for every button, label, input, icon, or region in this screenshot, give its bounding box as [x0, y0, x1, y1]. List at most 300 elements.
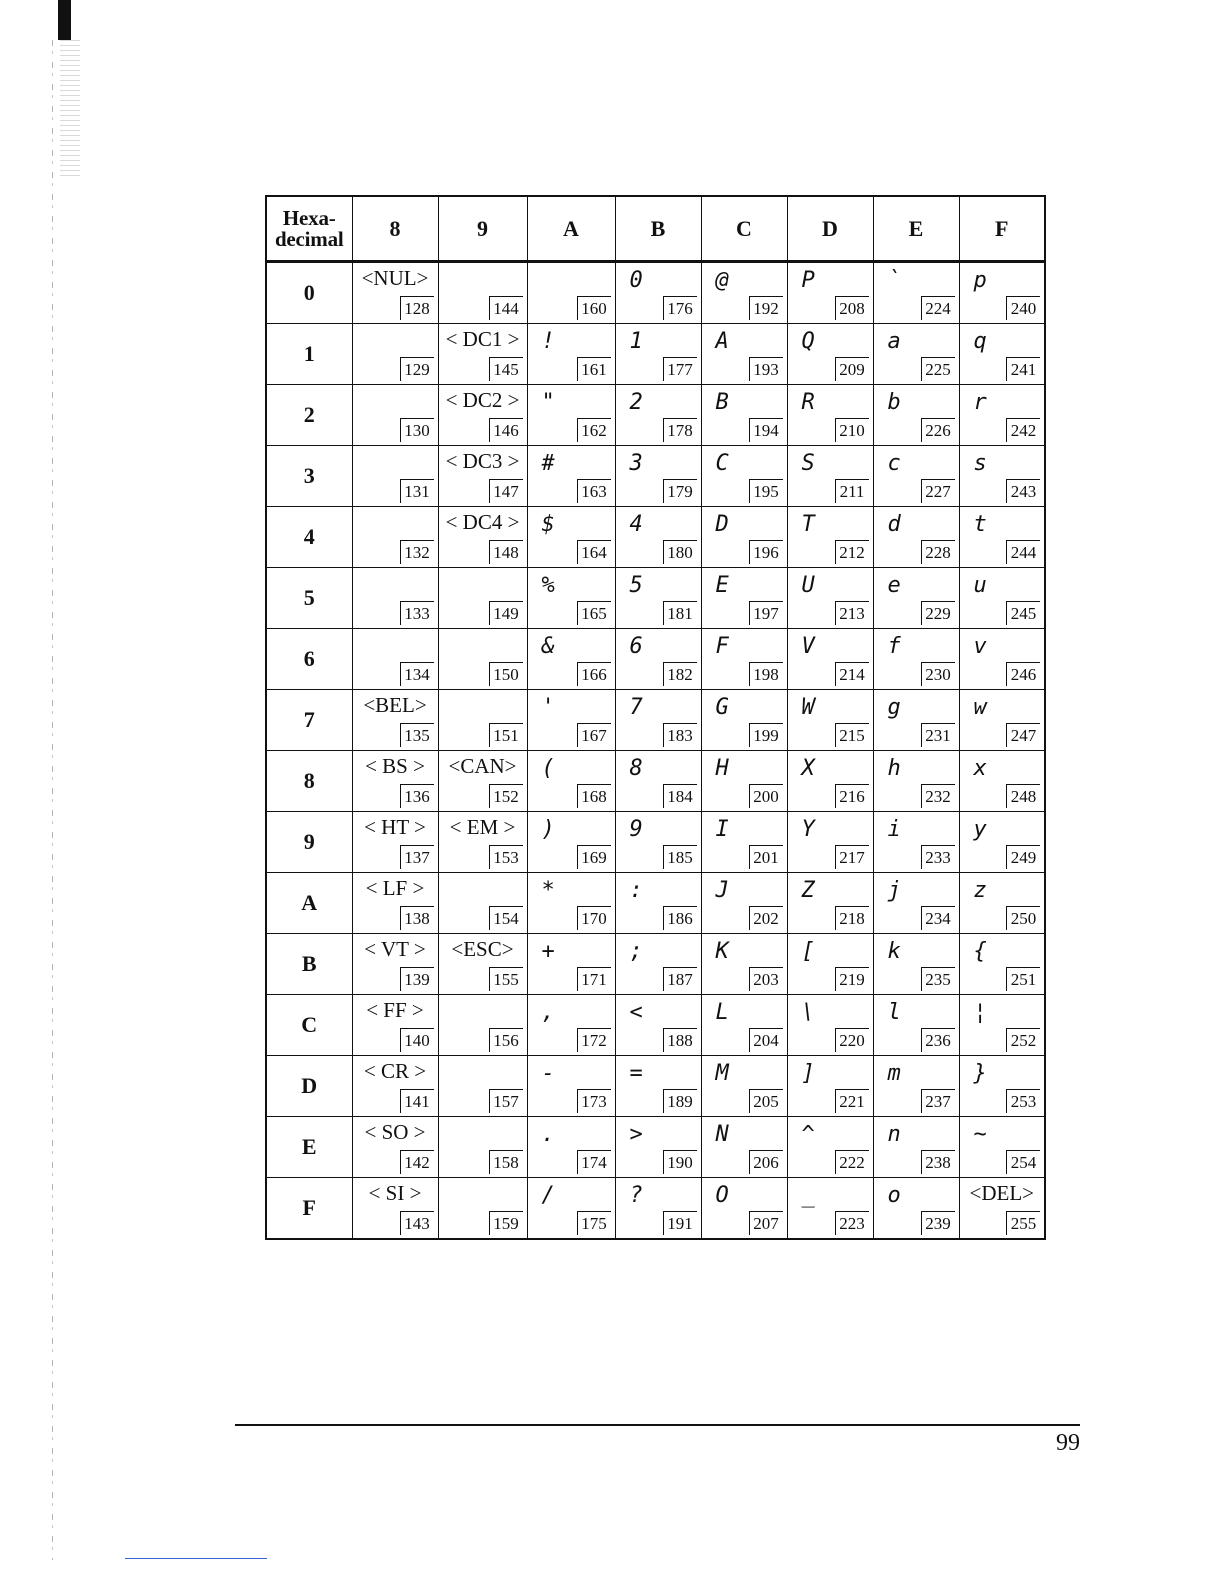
column-header: 9 — [438, 196, 527, 262]
scan-artifact-underline — [125, 1558, 267, 1559]
column-header: E — [873, 196, 959, 262]
code-cell — [527, 385, 615, 446]
cell-decimal-code: 149 — [489, 601, 523, 625]
cell-decimal-code: 157 — [489, 1089, 523, 1113]
scan-artifact-specks — [60, 40, 80, 180]
cell-character: < LF > — [365, 876, 425, 900]
scan-artifact-bar — [58, 0, 71, 40]
code-cell — [615, 262, 701, 324]
cell-decimal-code: 136 — [400, 784, 434, 808]
cell-decimal-code: 148 — [489, 540, 523, 564]
cell-character: ? — [629, 1183, 643, 1208]
cell-decimal-code: 244 — [1006, 540, 1040, 564]
cell-character: < DC3 > — [445, 449, 520, 473]
table-body — [266, 262, 1045, 1240]
code-cell — [615, 324, 701, 385]
cell-character: } — [973, 1061, 987, 1086]
cell-decimal-code: 237 — [921, 1089, 955, 1113]
cell-character: u — [973, 573, 987, 598]
cell-decimal-code: 232 — [921, 784, 955, 808]
code-cell — [527, 873, 615, 934]
cell-character: < DC2 > — [445, 388, 520, 412]
column-header: A — [527, 196, 615, 262]
cell-decimal-code: 142 — [400, 1150, 434, 1174]
table-row — [266, 995, 1045, 1056]
cell-decimal-code: 247 — [1006, 723, 1040, 747]
cell-character: 3 — [629, 451, 643, 476]
cell-decimal-code: 162 — [577, 418, 611, 442]
cell-character: \ — [801, 1000, 815, 1025]
cell-character: 8 — [629, 756, 643, 781]
cell-decimal-code: 239 — [921, 1211, 955, 1235]
code-cell — [959, 1178, 1045, 1240]
cell-character: / — [541, 1183, 555, 1208]
cell-decimal-code: 218 — [835, 906, 869, 930]
cell-character: n — [887, 1122, 901, 1147]
code-cell — [701, 812, 787, 873]
cell-decimal-code: 132 — [400, 540, 434, 564]
row-header: E — [266, 1117, 352, 1178]
cell-character: < HT > — [364, 815, 426, 839]
code-cell — [438, 690, 527, 751]
code-cell — [873, 812, 959, 873]
cell-decimal-code: 180 — [663, 540, 697, 564]
cell-character: $ — [541, 512, 555, 537]
corner-line-2: decimal — [274, 226, 344, 251]
cell-decimal-code: 184 — [663, 784, 697, 808]
cell-decimal-code: 234 — [921, 906, 955, 930]
cell-decimal-code: 158 — [489, 1150, 523, 1174]
code-cell — [352, 507, 438, 568]
cell-decimal-code: 160 — [577, 296, 611, 320]
code-cell — [527, 751, 615, 812]
code-cell — [615, 873, 701, 934]
cell-decimal-code: 129 — [400, 357, 434, 381]
cell-character: < CR > — [363, 1059, 427, 1083]
code-cell — [787, 568, 873, 629]
cell-decimal-code: 189 — [663, 1089, 697, 1113]
cell-decimal-code: 242 — [1006, 418, 1040, 442]
cell-decimal-code: 131 — [400, 479, 434, 503]
table-row — [266, 1056, 1045, 1117]
code-cell — [615, 629, 701, 690]
code-cell — [527, 324, 615, 385]
cell-decimal-code: 185 — [663, 845, 697, 869]
cell-character: & — [541, 634, 555, 659]
cell-character: ) — [541, 817, 555, 842]
cell-decimal-code: 222 — [835, 1150, 869, 1174]
cell-character: y — [973, 817, 987, 842]
column-header: C — [701, 196, 787, 262]
code-cell — [959, 995, 1045, 1056]
code-cell — [959, 1117, 1045, 1178]
table-row — [266, 1178, 1045, 1240]
code-cell — [787, 262, 873, 324]
cell-decimal-code: 241 — [1006, 357, 1040, 381]
cell-character: ~ — [973, 1122, 987, 1147]
cell-decimal-code: 137 — [400, 845, 434, 869]
cell-character: - — [541, 1061, 555, 1086]
row-header: 0 — [266, 262, 352, 324]
cell-character: ] — [801, 1061, 815, 1086]
cell-decimal-code: 199 — [749, 723, 783, 747]
column-header: B — [615, 196, 701, 262]
cell-decimal-code: 207 — [749, 1211, 783, 1235]
cell-decimal-code: 143 — [400, 1211, 434, 1235]
cell-character: < FF > — [366, 998, 424, 1022]
cell-character: + — [541, 939, 555, 964]
cell-character: q — [973, 329, 987, 354]
code-cell — [787, 873, 873, 934]
code-cell — [873, 385, 959, 446]
cell-character: k — [887, 939, 901, 964]
cell-character: A — [715, 329, 729, 354]
code-cell — [615, 1117, 701, 1178]
cell-decimal-code: 211 — [835, 479, 869, 503]
cell-decimal-code: 238 — [921, 1150, 955, 1174]
code-cell — [873, 568, 959, 629]
cell-character: H — [715, 756, 729, 781]
cell-character: 1 — [629, 329, 643, 354]
code-cell — [527, 629, 615, 690]
code-cell — [352, 568, 438, 629]
cell-decimal-code: 177 — [663, 357, 697, 381]
code-cell — [352, 934, 438, 995]
cell-decimal-code: 145 — [489, 357, 523, 381]
cell-character: 5 — [629, 573, 643, 598]
cell-character: : — [629, 878, 643, 903]
cell-decimal-code: 172 — [577, 1028, 611, 1052]
code-cell — [527, 995, 615, 1056]
cell-decimal-code: 161 — [577, 357, 611, 381]
cell-decimal-code: 188 — [663, 1028, 697, 1052]
cell-decimal-code: 133 — [400, 601, 434, 625]
code-cell — [959, 385, 1045, 446]
code-cell — [438, 873, 527, 934]
cell-decimal-code: 146 — [489, 418, 523, 442]
code-cell — [438, 324, 527, 385]
cell-character: <DEL> — [969, 1181, 1034, 1205]
code-cell — [959, 507, 1045, 568]
cell-decimal-code: 215 — [835, 723, 869, 747]
row-header: 7 — [266, 690, 352, 751]
code-cell — [787, 324, 873, 385]
cell-decimal-code: 254 — [1006, 1150, 1040, 1174]
cell-character: 4 — [629, 512, 643, 537]
cell-decimal-code: 140 — [400, 1028, 434, 1052]
cell-character: F — [715, 634, 729, 659]
cell-character: U — [801, 573, 815, 598]
code-cell — [701, 751, 787, 812]
cell-decimal-code: 197 — [749, 601, 783, 625]
row-header: C — [266, 995, 352, 1056]
table-row — [266, 690, 1045, 751]
cell-decimal-code: 150 — [489, 662, 523, 686]
code-cell — [615, 934, 701, 995]
code-cell — [438, 446, 527, 507]
cell-decimal-code: 173 — [577, 1089, 611, 1113]
cell-decimal-code: 203 — [749, 967, 783, 991]
code-cell — [615, 995, 701, 1056]
cell-character: N — [715, 1122, 729, 1147]
cell-character: < VT > — [364, 937, 426, 961]
code-cell — [438, 1117, 527, 1178]
cell-decimal-code: 205 — [749, 1089, 783, 1113]
cell-decimal-code: 212 — [835, 540, 869, 564]
code-cell — [438, 507, 527, 568]
cell-character: R — [801, 390, 815, 415]
cell-decimal-code: 214 — [835, 662, 869, 686]
cell-decimal-code: 181 — [663, 601, 697, 625]
cell-character: f — [887, 634, 901, 659]
cell-decimal-code: 195 — [749, 479, 783, 503]
cell-decimal-code: 248 — [1006, 784, 1040, 808]
cell-decimal-code: 196 — [749, 540, 783, 564]
cell-decimal-code: 192 — [749, 296, 783, 320]
code-cell — [438, 1056, 527, 1117]
code-cell — [959, 873, 1045, 934]
code-cell — [959, 568, 1045, 629]
cell-character: _ — [801, 1183, 815, 1208]
table-row — [266, 873, 1045, 934]
code-cell — [438, 934, 527, 995]
cell-decimal-code: 166 — [577, 662, 611, 686]
hexadecimal-corner-header — [266, 196, 352, 262]
cell-character: ! — [541, 329, 555, 354]
cell-decimal-code: 163 — [577, 479, 611, 503]
code-cell — [615, 568, 701, 629]
cell-character: p — [973, 268, 987, 293]
code-cell — [873, 262, 959, 324]
code-cell — [787, 812, 873, 873]
code-cell — [873, 873, 959, 934]
cell-character: I — [715, 817, 729, 842]
table-row — [266, 324, 1045, 385]
cell-character: J — [715, 878, 729, 903]
code-cell — [959, 446, 1045, 507]
table-row — [266, 385, 1045, 446]
table-row — [266, 1117, 1045, 1178]
table-row — [266, 812, 1045, 873]
cell-character: < DC4 > — [445, 510, 520, 534]
code-cell — [701, 629, 787, 690]
cell-character: C — [715, 451, 729, 476]
cell-character: L — [715, 1000, 729, 1025]
code-cell — [352, 751, 438, 812]
code-cell — [873, 446, 959, 507]
cell-character: x — [973, 756, 987, 781]
code-cell — [787, 446, 873, 507]
cell-decimal-code: 183 — [663, 723, 697, 747]
row-header: D — [266, 1056, 352, 1117]
cell-character: j — [887, 878, 901, 903]
table-row — [266, 751, 1045, 812]
code-cell — [438, 812, 527, 873]
row-header: 3 — [266, 446, 352, 507]
cell-decimal-code: 175 — [577, 1211, 611, 1235]
cell-decimal-code: 227 — [921, 479, 955, 503]
code-cell — [527, 1056, 615, 1117]
cell-character: T — [801, 512, 815, 537]
row-header: A — [266, 873, 352, 934]
cell-character: # — [541, 451, 555, 476]
cell-decimal-code: 209 — [835, 357, 869, 381]
row-header: 8 — [266, 751, 352, 812]
cell-decimal-code: 138 — [400, 906, 434, 930]
cell-character: V — [801, 634, 815, 659]
cell-decimal-code: 165 — [577, 601, 611, 625]
code-cell — [615, 446, 701, 507]
cell-decimal-code: 245 — [1006, 601, 1040, 625]
code-cell — [527, 1117, 615, 1178]
code-cell — [352, 324, 438, 385]
cell-character: w — [973, 695, 987, 720]
column-header: F — [959, 196, 1045, 262]
code-cell — [873, 751, 959, 812]
cell-decimal-code: 236 — [921, 1028, 955, 1052]
cell-decimal-code: 153 — [489, 845, 523, 869]
cell-decimal-code: 198 — [749, 662, 783, 686]
cell-character: m — [887, 1061, 901, 1086]
code-cell — [352, 385, 438, 446]
cell-character: " — [541, 390, 555, 415]
cell-character: B — [715, 390, 729, 415]
cell-decimal-code: 128 — [400, 296, 434, 320]
code-cell — [873, 690, 959, 751]
cell-character: K — [715, 939, 729, 964]
code-cell — [352, 262, 438, 324]
table-row — [266, 507, 1045, 568]
code-cell — [527, 262, 615, 324]
cell-character: v — [973, 634, 987, 659]
code-cell — [701, 1056, 787, 1117]
code-cell — [352, 446, 438, 507]
code-cell — [873, 629, 959, 690]
code-cell — [352, 1117, 438, 1178]
cell-decimal-code: 164 — [577, 540, 611, 564]
cell-decimal-code: 217 — [835, 845, 869, 869]
code-cell — [527, 690, 615, 751]
cell-character: <NUL> — [361, 266, 429, 290]
code-cell — [701, 1117, 787, 1178]
cell-decimal-code: 243 — [1006, 479, 1040, 503]
row-header: 9 — [266, 812, 352, 873]
cell-character: ; — [629, 939, 643, 964]
code-cell — [438, 568, 527, 629]
cell-character: Z — [801, 878, 815, 903]
cell-decimal-code: 178 — [663, 418, 697, 442]
cell-decimal-code: 229 — [921, 601, 955, 625]
cell-decimal-code: 182 — [663, 662, 697, 686]
cell-character: ¦ — [973, 1000, 987, 1025]
cell-decimal-code: 147 — [489, 479, 523, 503]
cell-decimal-code: 167 — [577, 723, 611, 747]
cell-character: 7 — [629, 695, 643, 720]
cell-character: e — [887, 573, 901, 598]
cell-decimal-code: 141 — [400, 1089, 434, 1113]
code-cell — [959, 1056, 1045, 1117]
code-cell — [701, 873, 787, 934]
code-cell — [959, 812, 1045, 873]
code-cell — [701, 385, 787, 446]
cell-decimal-code: 171 — [577, 967, 611, 991]
code-cell — [352, 629, 438, 690]
header-row — [266, 196, 1045, 262]
code-cell — [787, 385, 873, 446]
cell-decimal-code: 194 — [749, 418, 783, 442]
code-cell — [615, 385, 701, 446]
row-header: 5 — [266, 568, 352, 629]
cell-decimal-code: 190 — [663, 1150, 697, 1174]
code-cell — [527, 1178, 615, 1240]
row-header: F — [266, 1178, 352, 1240]
cell-character: 0 — [629, 268, 643, 293]
code-cell — [787, 1056, 873, 1117]
code-cell — [873, 324, 959, 385]
cell-decimal-code: 223 — [835, 1211, 869, 1235]
cell-decimal-code: 155 — [489, 967, 523, 991]
code-cell — [438, 1178, 527, 1240]
footer-rule — [235, 1424, 1080, 1426]
cell-decimal-code: 221 — [835, 1089, 869, 1113]
cell-character: * — [541, 878, 555, 903]
cell-decimal-code: 225 — [921, 357, 955, 381]
column-header: 8 — [352, 196, 438, 262]
cell-decimal-code: 249 — [1006, 845, 1040, 869]
table-row — [266, 262, 1045, 324]
cell-character: b — [887, 390, 901, 415]
cell-character: ^ — [801, 1122, 815, 1147]
cell-character: G — [715, 695, 729, 720]
cell-character: 6 — [629, 634, 643, 659]
character-code-table — [265, 195, 1046, 1240]
cell-decimal-code: 204 — [749, 1028, 783, 1052]
cell-character: ( — [541, 756, 555, 781]
row-header: 4 — [266, 507, 352, 568]
cell-character: @ — [715, 268, 729, 293]
cell-character: W — [801, 695, 815, 720]
code-cell — [438, 262, 527, 324]
table-row — [266, 934, 1045, 995]
cell-character: <CAN> — [448, 754, 517, 778]
code-cell — [352, 995, 438, 1056]
cell-decimal-code: 168 — [577, 784, 611, 808]
code-cell — [873, 1178, 959, 1240]
cell-decimal-code: 159 — [489, 1211, 523, 1235]
cell-decimal-code: 179 — [663, 479, 697, 503]
code-cell — [701, 995, 787, 1056]
cell-decimal-code: 200 — [749, 784, 783, 808]
cell-decimal-code: 144 — [489, 296, 523, 320]
cell-character: z — [973, 878, 987, 903]
corner-line-1: Hexa- — [282, 205, 336, 230]
cell-decimal-code: 176 — [663, 296, 697, 320]
code-cell — [701, 507, 787, 568]
cell-decimal-code: 187 — [663, 967, 697, 991]
cell-character: ` — [887, 268, 901, 293]
code-cell — [873, 995, 959, 1056]
code-cell — [352, 1178, 438, 1240]
cell-decimal-code: 169 — [577, 845, 611, 869]
code-cell — [787, 629, 873, 690]
cell-character: ' — [541, 695, 555, 720]
cell-character: 2 — [629, 390, 643, 415]
column-header: D — [787, 196, 873, 262]
cell-character: a — [887, 329, 901, 354]
cell-decimal-code: 154 — [489, 906, 523, 930]
code-cell — [352, 812, 438, 873]
cell-character: S — [801, 451, 815, 476]
